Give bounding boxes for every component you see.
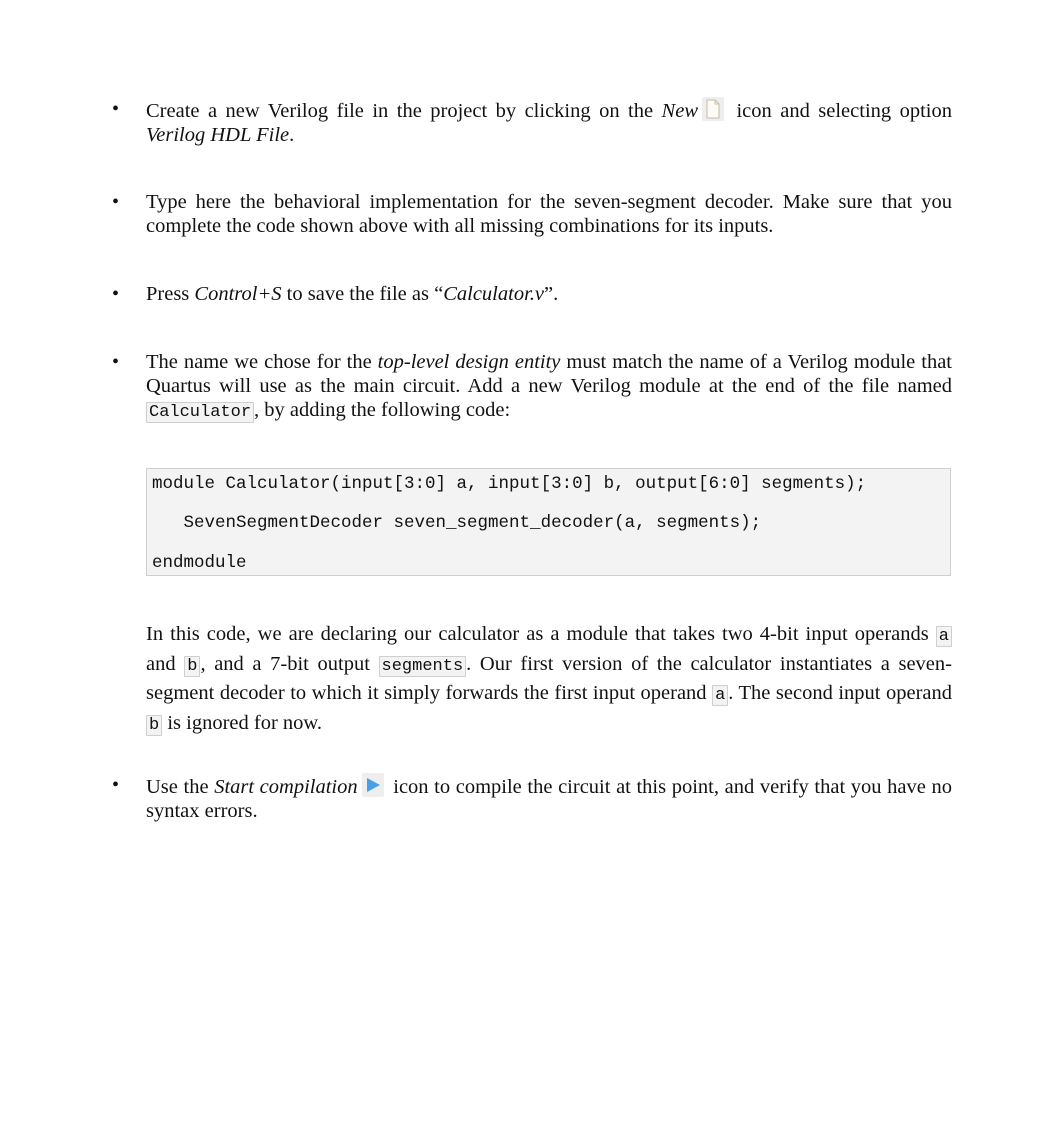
code-line: SevenSegmentDecoder seven_segment_decoder(a, segments);	[152, 513, 762, 533]
instruction-save	[146, 282, 952, 306]
paragraph-text: . The second input operand	[728, 682, 952, 704]
instruction-text: , by adding the following code:	[254, 399, 511, 421]
play-icon	[362, 773, 384, 797]
new-file-icon	[702, 97, 724, 121]
instruction-text: The name we chose for the	[146, 351, 378, 373]
instruction-text: icon to compile the circuit at this point, and verify that you have no syntax errors.	[146, 776, 952, 822]
instruction-type-decoder: Type here the behavioral implementation for the seven-segment decoder. Make sure that you complete the code shown above with all missing combinations for its inputs.	[146, 191, 952, 237]
filename-label: Calculator.v	[443, 283, 545, 305]
start-compilation-label: Start compilation	[214, 776, 358, 798]
instruction-text: Create a new Verilog file in the project by clicking on the	[146, 100, 662, 122]
instruction-compile	[146, 773, 952, 823]
inline-code-segments: segments	[379, 656, 467, 677]
inline-code-a: a	[936, 626, 952, 647]
bullet: •	[112, 774, 120, 796]
inline-code-b: b	[184, 656, 200, 677]
paragraph-text: , and a 7-bit output	[200, 652, 379, 675]
bullet: •	[112, 98, 120, 120]
bullet: •	[112, 351, 120, 373]
instruction-text: Press	[146, 283, 195, 305]
paragraph-text: . Our first version of the calculator instantiates a seven-segment decoder to which it simply forwards the first input operand	[146, 652, 952, 704]
code-line: module Calculator(input[3:0] a, input[3:0] b, output[6:0] segments);	[152, 474, 867, 494]
bullet: •	[112, 191, 120, 213]
code-line: endmodule	[152, 553, 247, 573]
inline-code-b: b	[146, 715, 162, 736]
instruction-new-file	[146, 97, 952, 147]
instruction-top-level	[146, 350, 952, 425]
inline-code-a: a	[712, 685, 728, 706]
bullet: •	[112, 283, 120, 305]
paragraph-text: In this code, we are declaring our calculator as a module that takes two 4-bit input operands	[146, 623, 936, 645]
explanation-paragraph	[146, 621, 952, 739]
top-level-entity-label: top-level design entity	[377, 351, 561, 373]
inline-code-calculator: Calculator	[146, 402, 254, 423]
punctuation: ”.	[544, 283, 559, 305]
paragraph-text: and	[146, 652, 185, 675]
code-block	[146, 468, 951, 576]
instruction-text: icon and selecting option	[728, 100, 952, 122]
shortcut-label: Control+S	[194, 283, 282, 305]
instruction-text: to save the file as “	[281, 283, 444, 305]
new-label: New	[661, 100, 698, 122]
instruction-text: Use the	[146, 776, 215, 798]
paragraph-text: is ignored for now.	[162, 711, 322, 734]
punctuation: .	[289, 124, 295, 146]
verilog-hdl-file-label: Verilog HDL File	[146, 124, 290, 146]
instruction-text: must match the name of a Verilog module that Quartus will use as the main circuit. Add a new Verilog module at the end of the file named	[146, 351, 952, 397]
